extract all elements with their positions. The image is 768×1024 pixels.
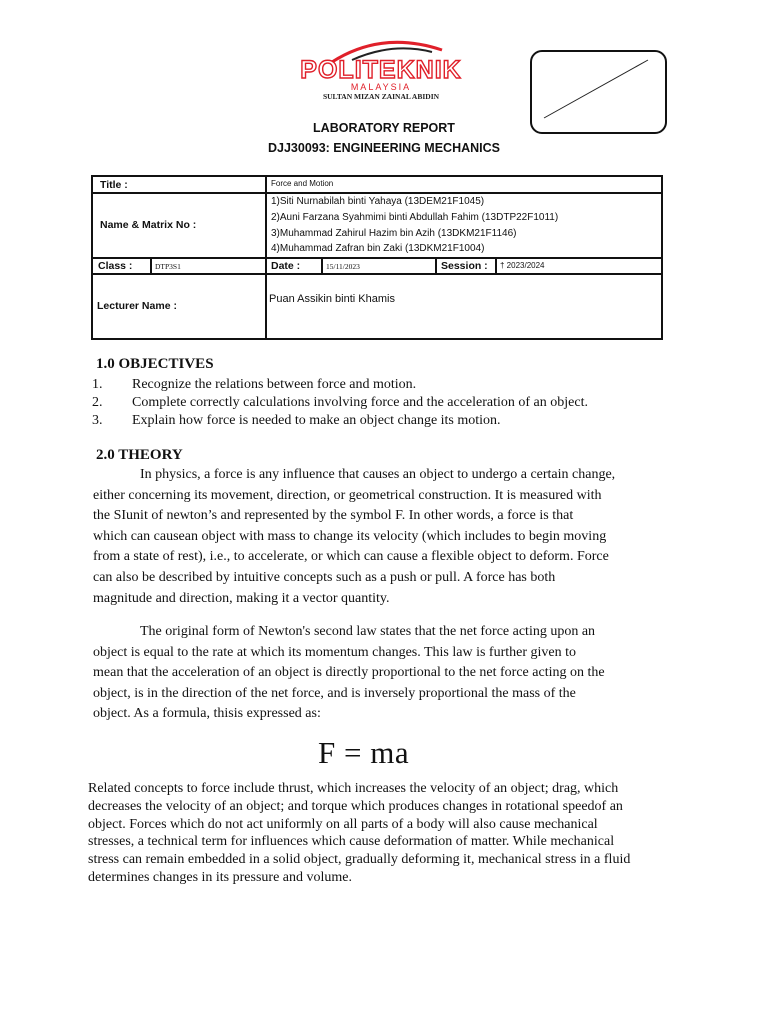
logo-country: MALAYSIA bbox=[350, 82, 412, 92]
para3-line: determines changes in its pressure and volume. bbox=[88, 869, 352, 885]
title-label: Title : bbox=[100, 179, 128, 191]
theory-heading: 2.0 THEORY bbox=[96, 447, 183, 463]
para1-line: from a state of rest), i.e., to accelerate, or which can cause a flexible object to deform. Force bbox=[93, 549, 609, 565]
diagonal-line-icon bbox=[532, 52, 661, 128]
para1-line: magnitude and direction, making it a vector quantity. bbox=[93, 590, 390, 606]
course-heading: DJJ30093: ENGINEERING MECHANICS bbox=[267, 141, 500, 155]
objective-text-1: Recognize the relations between force and motion. bbox=[132, 377, 417, 392]
name-value-cell bbox=[265, 192, 663, 259]
logo-campus: SULTAN MIZAN ZAINAL ABIDIN bbox=[322, 92, 440, 101]
objective-num-3: 3. bbox=[92, 413, 103, 428]
politeknik-logo bbox=[292, 36, 472, 108]
theory-paragraph-3 bbox=[88, 780, 688, 887]
member-4: 4)Muhammad Zafran bin Zaki (13DKM21F1004) bbox=[271, 243, 485, 254]
info-table bbox=[91, 175, 663, 340]
para2-line: object is equal to the rate at which its momentum changes. This law is further given to bbox=[93, 644, 577, 660]
theory-paragraph-1 bbox=[93, 465, 653, 609]
report-type-heading: LABORATORY REPORT bbox=[313, 121, 455, 135]
para1-line: can also be described by intuitive concepts such as a push or pull. A force has both bbox=[93, 569, 556, 585]
objective-num-1: 1. bbox=[92, 377, 103, 392]
para3-line: stresses, a technical term for influences which cause deformation of matter. While mechanical bbox=[88, 834, 615, 850]
member-1: 1)Siti Nurnabilah binti Yahaya (13DEM21F1045) bbox=[271, 196, 485, 207]
objective-text-3: Explain how force is needed to make an object change its motion. bbox=[132, 413, 501, 428]
objective-text-2: Complete correctly calculations involving force and the acceleration of an object. bbox=[132, 395, 588, 410]
newton-formula: F = ma bbox=[318, 735, 410, 770]
para3-line: object. Forces which do not act uniformly on all parts of a body will also cause mechanical bbox=[88, 816, 598, 832]
objective-num-2: 2. bbox=[92, 395, 103, 410]
lecturer-label: Lecturer Name : bbox=[97, 300, 177, 312]
session-label: Session : bbox=[441, 260, 488, 272]
para1-line: which can causean object with mass to change its velocity (which includes to begin moving bbox=[93, 528, 607, 544]
para3-line: Related concepts to force include thrust, which increases the velocity of an object; drag, which bbox=[88, 781, 619, 796]
member-3: 3)Muhammad Zahirul Hazim bin Azih (13DKM21F1146) bbox=[271, 228, 517, 239]
para3-line: stress can remain embedded in a solid object, gradually deforming it, mechanical stress in a fluid bbox=[88, 852, 631, 868]
para2-line: mean that the acceleration of an object is directly proportional to the net force acting on the bbox=[93, 665, 605, 681]
lecturer-value: Puan Assikin binti Khamis bbox=[269, 293, 395, 305]
name-label: Name & Matrix No : bbox=[100, 219, 197, 231]
lecturer-label-cell bbox=[91, 273, 267, 340]
member-2: 2)Auni Farzana Syahmimi binti Abdullah Fahim (13DTP22F1011) bbox=[271, 212, 559, 223]
lecturer-value-cell bbox=[265, 273, 663, 340]
session-value: † 2023/2024 bbox=[500, 261, 545, 270]
para1-line: In physics, a force is any influence that causes an object to undergo a certain change, bbox=[140, 467, 616, 482]
para1-line: either concerning its movement, direction, or geometrical construction. It is measured with bbox=[93, 487, 602, 503]
name-label-cell bbox=[91, 192, 267, 259]
title-value: Force and Motion bbox=[271, 179, 334, 188]
class-label: Class : bbox=[98, 260, 133, 272]
para3-line: decreases the velocity of an object; and torque which produces changes in rotational speedof an bbox=[88, 798, 623, 814]
logo-wordmark: POLITEKNIK bbox=[300, 56, 462, 84]
para2-line: object. As a formula, thisis expressed as: bbox=[93, 706, 321, 722]
para1-line: the SIunit of newton’s and represented by the symbol F. In other words, a force is that bbox=[93, 508, 574, 524]
class-value: DTP3S1 bbox=[155, 262, 181, 271]
theory-paragraph-2 bbox=[93, 622, 653, 725]
objectives-heading: 1.0 OBJECTIVES bbox=[96, 356, 214, 372]
date-value: 15/11/2023 bbox=[326, 262, 360, 271]
para2-line: object, is in the direction of the net force, and is inversely proportional the mass of the bbox=[93, 685, 576, 701]
date-label: Date : bbox=[271, 260, 301, 272]
para2-line: The original form of Newton's second law states that the net force acting upon an bbox=[140, 624, 596, 639]
